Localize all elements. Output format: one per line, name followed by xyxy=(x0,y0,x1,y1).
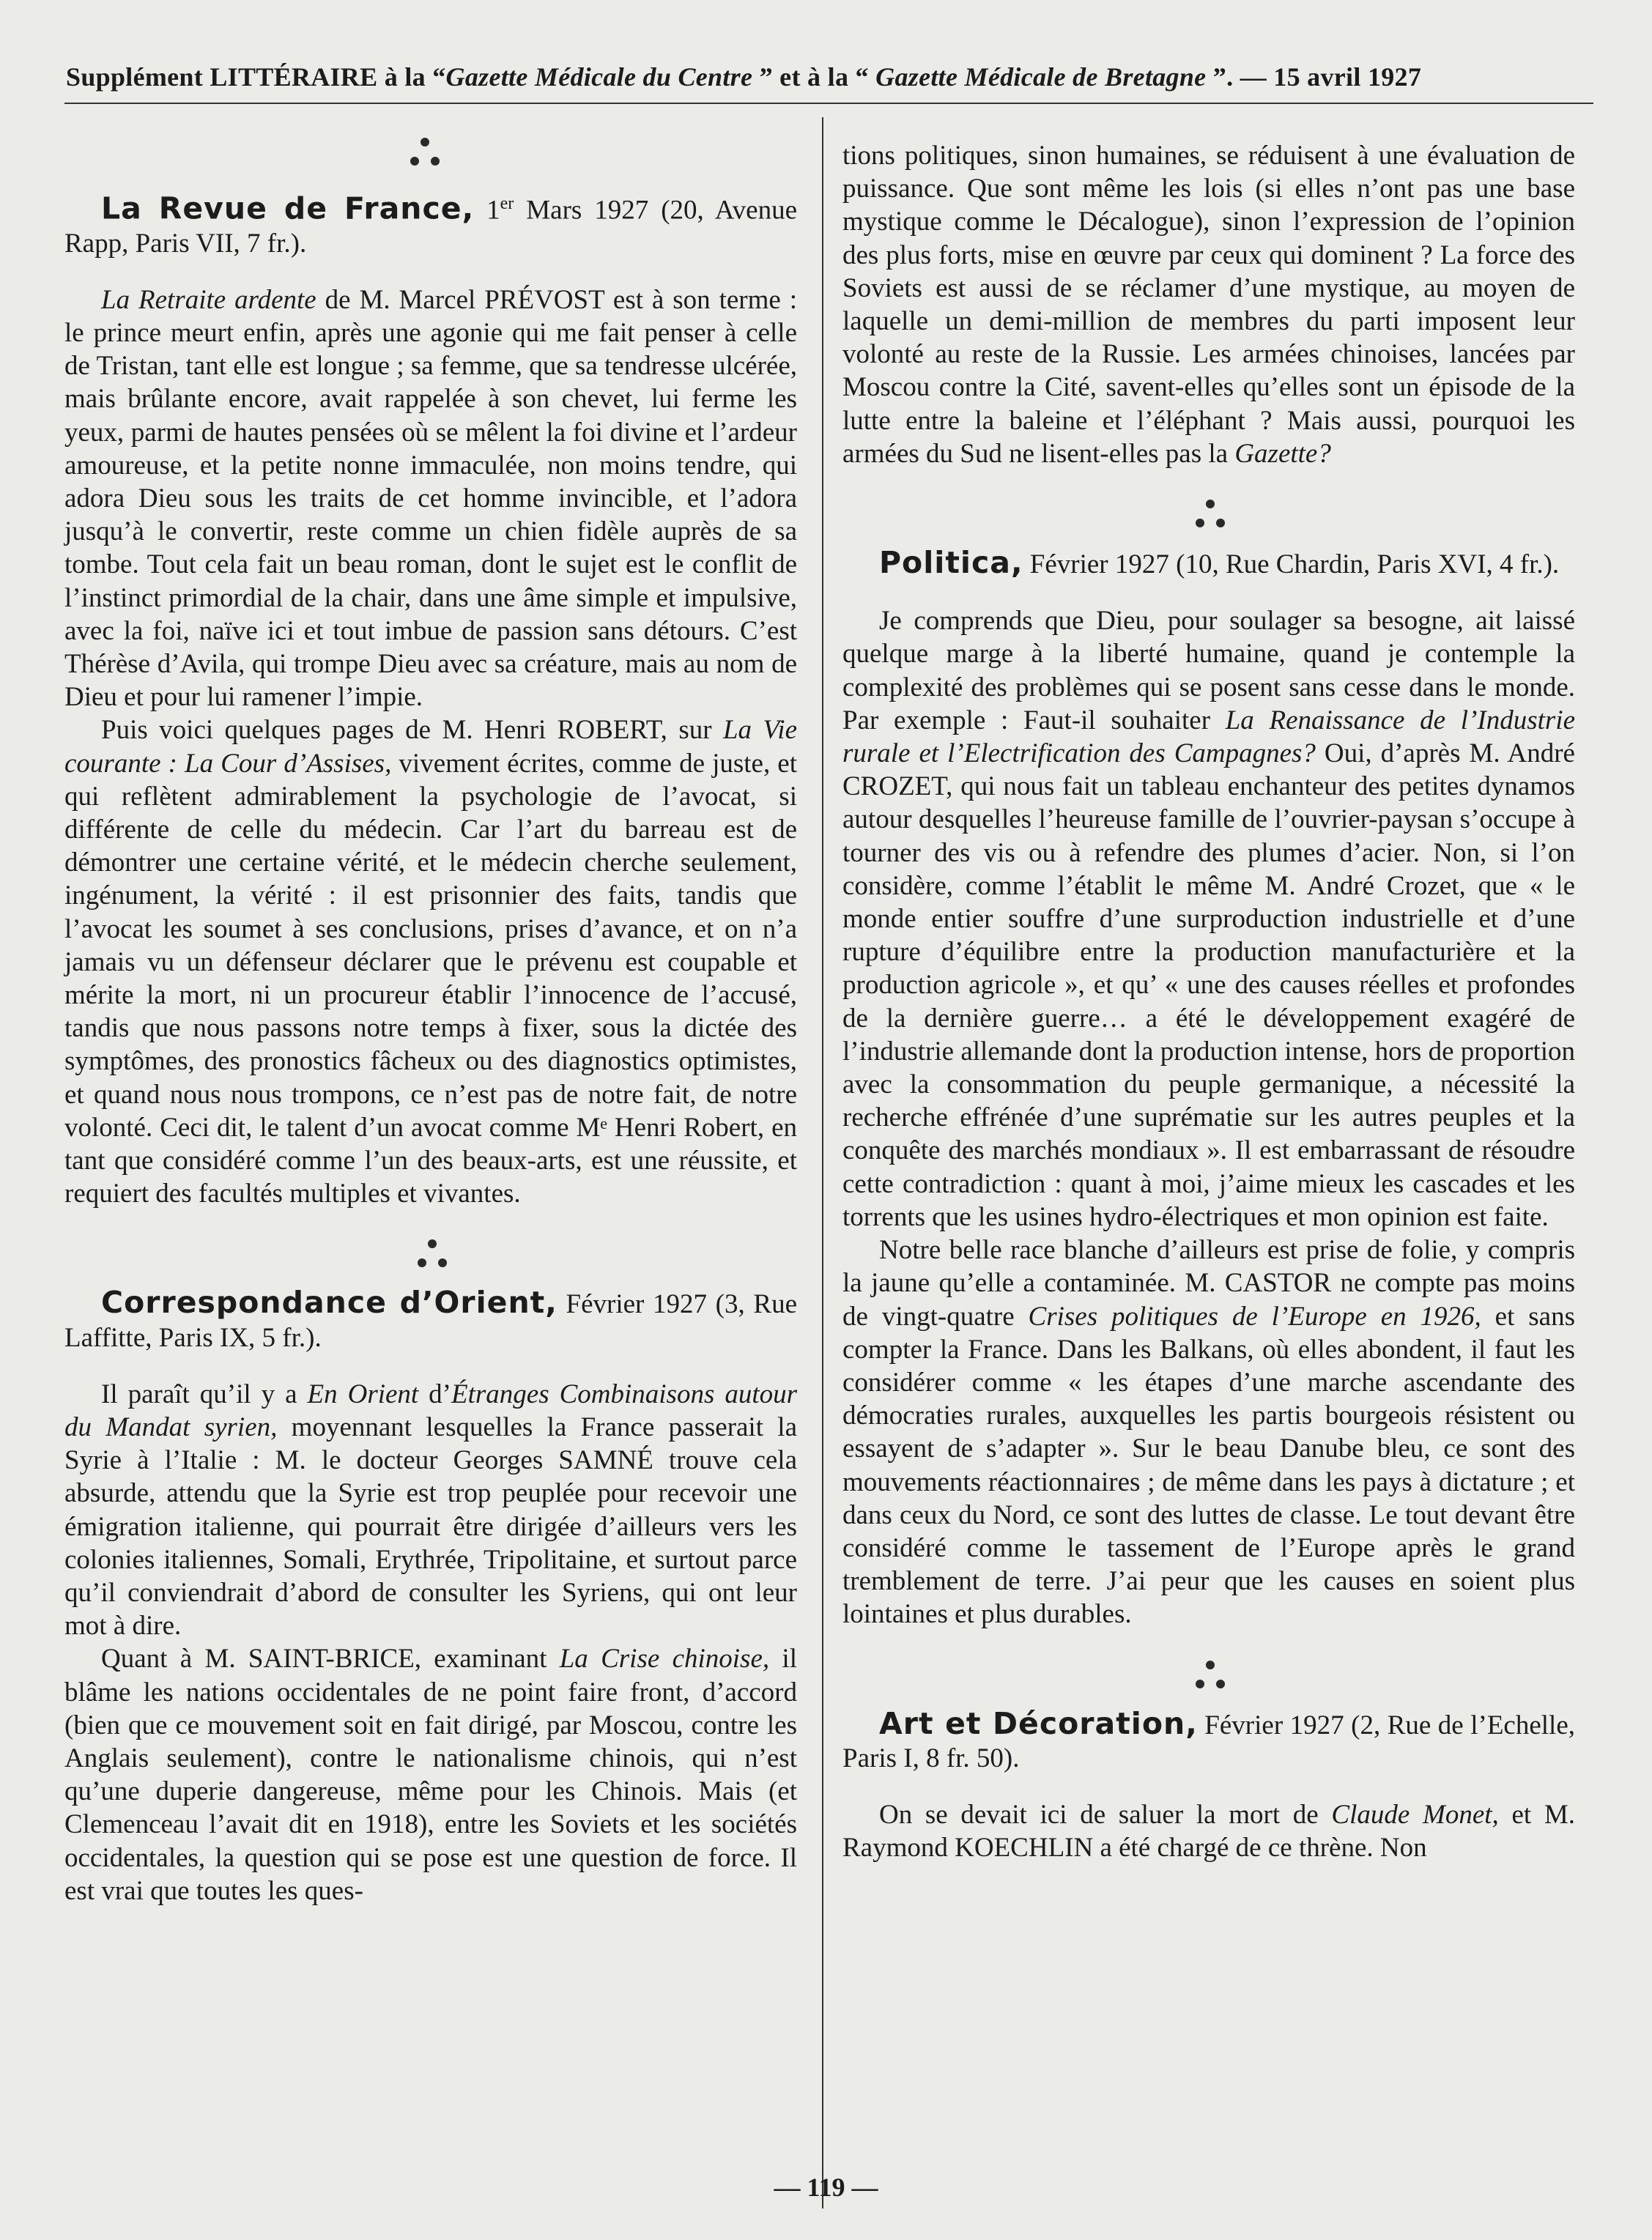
paragraph-text: de M. Marcel PRÉVOST est à son terme : le prince meurt enfin, après une agonie qui me fait penser à celle de Tristan, tant elle est longue ; sa femme, que sa tendresse ulcérée, mais brûlante encore, avait rappelée à son chevet, lui ferme les yeux, parmi de hautes pensées où se mêlent la foi divine et l’ardeur amoureuse, et la petite nonne immaculée, non moins tendre, qui adora Dieu sous les traits de cet homme invincible, et l’adora jusqu’à le convertir, reste comme un chien fidèle auprès de sa tombe. Tout cela fait un beau roman, dont le sujet est le conflit de l’instinct primordial de la chair, dans une âme simple et impulsive, avec la foi, naïve ici et tout imbue de passion sans détours. C’est Thérèse d’Avila, qui trompe Dieu avec sa créature, mais au nom de Dieu et pour lui ramener l’impie. xyxy=(64,284,797,713)
work-title: Gazette? xyxy=(1234,438,1331,469)
paragraph-text: Il paraît qu’il y a xyxy=(101,1379,308,1409)
paragraph-text: Je comprends que Dieu, pour soulager sa besogne, ait laissé quelque marge à la liberté humaine, quand je contemple la complexité des problèmes qui se posent sans cesse dans le monde. Par exemple : Faut-il souhaiter xyxy=(842,606,1575,735)
work-title: La Crise chinoise, xyxy=(559,1644,770,1675)
paragraph-text: Quant à M. SAINT-BRICE, examinant xyxy=(101,1644,560,1675)
paragraph xyxy=(842,604,1575,1234)
review-heading-revue-de-france xyxy=(64,188,797,260)
work-title: Étranges Combinaisons autour du Mandat syrien, xyxy=(64,1379,798,1443)
review-date-sup: er xyxy=(500,194,514,213)
review-heading-correspondance-orient xyxy=(64,1286,797,1354)
paragraph-text: Puis voici quelques pages de M. Henri ROBERT, sur xyxy=(101,715,723,746)
asterism-ornament xyxy=(842,470,1575,546)
header-text: ” et à la “ xyxy=(752,62,876,92)
paragraph-text: Notre belle race blanche d’ailleurs est prise de folie, y compris la jaune qu’elle a contaminée. M. CASTOR ne compte pas moins de vingt-quatre xyxy=(842,1235,1575,1332)
asterism-ornament xyxy=(64,1210,797,1286)
review-heading-politica xyxy=(842,546,1575,581)
work-title: La Vie courante : La Cour d’Assises, xyxy=(64,715,797,779)
page-number: — 119 — xyxy=(774,2173,878,2202)
header-text: Supplément LITTÉRAIRE à la “ xyxy=(66,62,446,92)
review-info: Février 1927 (3, Rue Laffitte, Paris IX, 5 fr.). xyxy=(64,1289,797,1353)
work-title: En Orient xyxy=(307,1379,419,1409)
paragraph xyxy=(64,713,797,1210)
review-info: Mars 1927 (20, Avenue Rapp, Paris VII, 7 fr.). xyxy=(64,195,798,259)
header-date: ”. — 15 avril 1927 xyxy=(1206,62,1422,92)
work-title: Crises politiques de l’Europe en 1926, xyxy=(1028,1301,1481,1332)
paragraph-text: et sans compter la France. Dans les Balkans, où elles abondent, il faut les considérer comme « les étapes d’une marche ascendante des démocraties rurales, auxquelles les partis bourgeois résistent ou essayent de s’adapter ». Sur le beau Danube bleu, ce sont des mouvements réactionnaires ; de même dans les pays à dictature ; et dans ceux du Nord, ce sont des luttes de classe. Le tout devant être considéré comme le tassement de l’Europe après le grand tremblement de terre. J’ai peur que les causes en soient plus lointaines et plus durables. xyxy=(842,1301,1575,1630)
left-column xyxy=(64,188,797,1907)
paragraph-text: il blâme les nations occidentales de ne point faire front, d’accord (bien que ce mouvement soit en fait dirigé, par Moscou, contre les Anglais seulement), contre le nationalisme chinois, qui n’est qu’une duperie dangereuse, même pour les Chinois. Mais (et Clemenceau l’avait dit en 1918), entre les Soviets et les sociétés occidentales, la question qui se pose est une question de force. Il est vrai que toutes les ques- xyxy=(64,1644,797,1906)
paragraph xyxy=(64,1378,797,1643)
paragraph-text: moyennant lesquelles la France passerait la Syrie à l’Italie : M. le docteur Georges SAMNÉ trouve cela absurde, attendu que la Syrie est trop peuplée pour recevoir une émigration italienne, qui pourrait être dirigée d’ailleurs vers les colonies italiennes, Somali, Erythrée, Tripolitaine, et surtout parce qu’il conviendrait d’abord de consulter les Syriens, qui ont leur mot à dire. xyxy=(64,1412,797,1642)
paragraph-text: vivement écrites, comme de juste, et qui reflètent admirablement la psychologie de l’avocat, si différente de celle du médecin. Car l’art du barreau est de démontrer une certaine vérité, et le médecin cherche seulement, ingénument, la vérité : il est prisonnier des faits, tandis que l’avocat les soumet à ses conclusions, prises d’avance, et on n’a jamais vu un défenseur déclarer que le prévenu est coupable et mérite la mort, ni un procureur établir l’innocence de l’accusé, tandis que nous passons notre temps à fixer, sous la dictée des symptômes, des pronostics fâcheux ou des diagnostics optimistes, et quand nous nous trompons, ce n’est pas de notre fait, de notre volonté. Ceci dit, le talent d’un avocat comme Mᵉ Henri Robert, en tant que considéré comme l’un des beaux-arts, est une réussite, et requiert des facultés multiples et vivantes. xyxy=(64,748,797,1209)
paragraph-text: Oui, d’après M. André CROZET, qui nous fait un tableau enchanteur des petites dynamos autour desquelles l’heureuse famille de l’ouvrier-paysan s’occupe à tourner des vis ou à refendre des plumes d’acier. Non, si l’on considère, comme l’établit le même M. André Crozet, que « le monde entier souffre d’une surproduction industrielle et d’une rupture d’équilibre entre la production manufacturière et la production agricole », et qu’ « une des causes réelles et profondes de la dernière guerre… a été le développement exagéré de l’industrie allemande dont la production intense, hors de proportion avec la consommation du peuple germanique, a nécessité la recherche effrénée d’une suprématie sur les autres peuples et la conquête des marchés mondiaux ». Il est embarrassant de résoudre cette contradiction : quant à moi, j’aime mieux les cascades et les torrents que les usines hydro-électriques et mon opinion est faite. xyxy=(842,738,1575,1232)
review-title: La Revue de France, xyxy=(101,190,475,226)
review-title: Art et Décoration, xyxy=(879,1705,1198,1741)
header-journal-bretagne: Gazette Médicale de Bretagne xyxy=(875,62,1207,92)
paragraph-text: et M. Raymond KOECHLIN a été chargé de ce thrène. Non xyxy=(842,1799,1576,1863)
review-info: Février 1927 (10, Rue Chardin, Paris XVI, 4 fr.). xyxy=(1023,549,1560,580)
review-title: Politica, xyxy=(879,545,1023,581)
right-column xyxy=(842,139,1575,1864)
running-header xyxy=(66,62,1590,92)
review-info: Février 1927 (2, Rue de l’Echelle, Paris I, 8 fr. 50). xyxy=(842,1710,1576,1773)
work-title: Claude Monet, xyxy=(1331,1799,1499,1830)
review-heading-art-et-decoration xyxy=(842,1707,1575,1775)
asterism-ornament xyxy=(388,132,462,176)
work-title: La Retraite ardente xyxy=(101,284,316,315)
paragraph xyxy=(64,283,797,714)
header-journal-centre: Gazette Médicale du Centre xyxy=(445,62,753,92)
review-date: 1 xyxy=(474,195,500,226)
paragraph xyxy=(842,1234,1575,1631)
paragraph xyxy=(842,1798,1575,1864)
column-divider xyxy=(822,117,823,2209)
paragraph-text: d’ xyxy=(418,1379,452,1409)
work-title: La Renaissance de l’Industrie rurale et l’Electrification des Campagnes? xyxy=(842,705,1575,769)
paragraph-text: tions politiques, sinon humaines, se réduisent à une évaluation de puissance. Que sont même les lois (si elles n’ont pas une base mystique comme le Décalogue), sinon l’expression de l’opinion des plus forts, mise en œuvre par ceux qui dominent ? La force des Soviets est aussi de se réclamer d’une mystique, au moyen de laquelle un demi-million de membres du parti imposent leur volonté au reste de la Russie. Les armées chinoises, lancées par Moscou contre la Cité, savent-elles qu’elles sont un épisode de la lutte entre la baleine et l’éléphant ? Mais aussi, pourquoi les armées du Sud ne lisent-elles pas la xyxy=(842,141,1575,469)
header-rule xyxy=(64,103,1593,104)
paragraph xyxy=(64,1642,797,1907)
review-title: Correspondance d’Orient, xyxy=(101,1285,558,1321)
paragraph-continued xyxy=(842,139,1575,470)
asterism-ornament xyxy=(842,1631,1575,1707)
paragraph-text: On se devait ici de saluer la mort de xyxy=(879,1799,1332,1830)
